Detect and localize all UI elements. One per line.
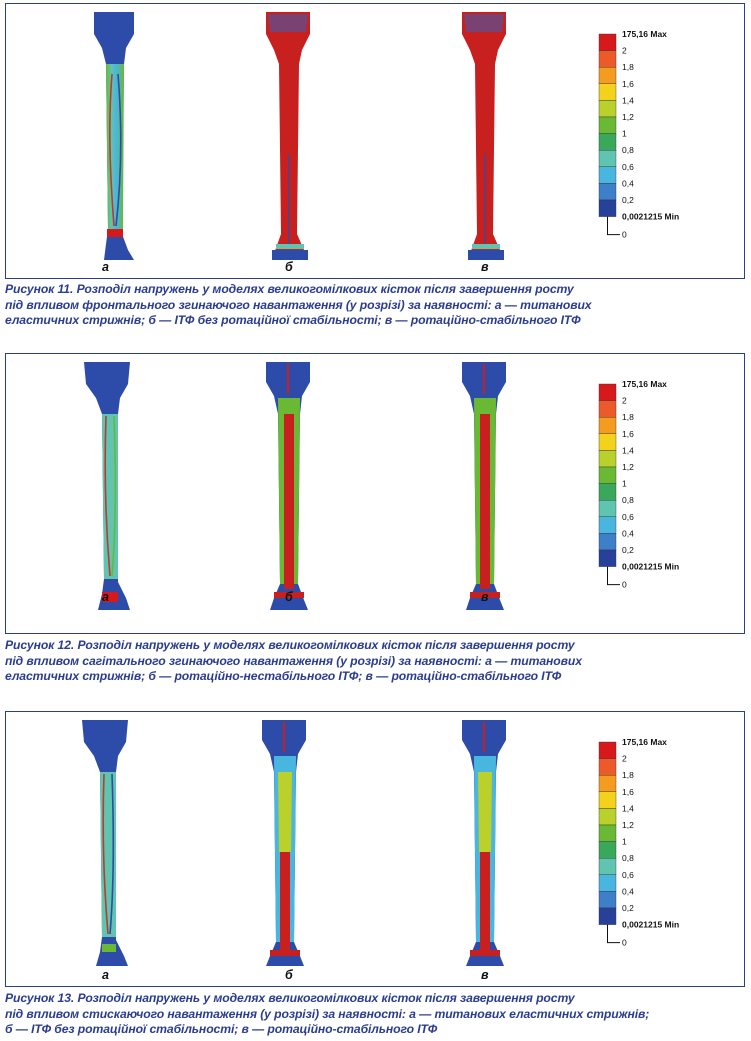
label-a: а <box>102 260 109 274</box>
legend-swatch <box>599 84 616 101</box>
legend-swatch <box>599 183 616 200</box>
bone-models-illustration <box>6 4 746 280</box>
legend-zero-label: 0 <box>622 579 627 590</box>
legend-tick-label: 0,8 <box>622 495 634 506</box>
legend-tick-label: 0,4 <box>622 528 634 539</box>
bone-model-c <box>462 720 506 966</box>
stress-legend <box>599 737 679 948</box>
label-c: в <box>481 590 489 604</box>
legend-tick-label: 1 <box>622 836 627 847</box>
legend-tick-label: 0,4 <box>622 178 634 189</box>
legend-swatch <box>599 167 616 184</box>
legend-max-label: 175,16 Max <box>622 737 667 747</box>
bone-model-c <box>462 362 506 610</box>
label-b: б <box>285 590 293 604</box>
legend-swatch <box>599 875 616 892</box>
legend-zero-marker <box>608 567 621 585</box>
legend-swatch <box>599 134 616 151</box>
legend-tick-label: 2 <box>622 753 627 764</box>
legend-swatch <box>599 808 616 825</box>
legend-tick-label: 1,2 <box>622 820 634 830</box>
caption-line-1: Розподіл напружень у моделях великогомілкових кісток після завершення росту <box>74 638 575 652</box>
legend-swatch <box>599 742 616 759</box>
legend-swatch <box>599 792 616 809</box>
legend-min-label: 0,0021215 Min <box>622 211 680 222</box>
caption-line-2: під впливом фронтального згинаючого навантаження (у розрізі) за наявності: а — титанових <box>5 297 592 312</box>
legend-min-label: 0,0021215 Min <box>622 919 680 930</box>
legend-swatch <box>599 500 616 517</box>
bone-model-a <box>84 362 130 610</box>
label-a: а <box>102 968 109 982</box>
bone-model-b <box>266 362 310 610</box>
legend-swatch <box>599 484 616 501</box>
label-b: б <box>285 260 293 274</box>
figure-caption <box>5 991 750 1038</box>
stress-legend <box>599 379 679 590</box>
label-c: в <box>481 968 489 982</box>
legend-min-label: 0,0021215 Min <box>622 561 680 572</box>
caption-line-2: під впливом сагітального згинаючого навантаження (у розрізі) за наявності: а — титанових <box>5 653 582 668</box>
legend-swatch <box>599 200 616 217</box>
legend-tick-label: 1,8 <box>622 770 634 781</box>
legend-tick-label: 1,2 <box>622 462 634 472</box>
legend-swatch <box>599 150 616 167</box>
legend-tick-label: 0,8 <box>622 853 634 864</box>
figure-panel <box>5 711 745 987</box>
legend-swatch <box>599 34 616 51</box>
caption-line-3: еластичних стрижнів; б — ІТФ без ротаційної стабільності; в — ротаційно-стабільного ІТФ <box>5 313 581 327</box>
legend-swatch <box>599 67 616 84</box>
legend-swatch <box>599 467 616 484</box>
legend-tick-label: 1 <box>622 128 627 139</box>
legend-swatch <box>599 117 616 134</box>
legend-swatch <box>599 51 616 68</box>
legend-swatch <box>599 550 616 567</box>
legend-tick-label: 1,8 <box>622 412 634 423</box>
bone-models-illustration <box>6 354 746 635</box>
bone-model-b <box>262 720 306 966</box>
legend-tick-label: 2 <box>622 45 627 56</box>
bone-model-b <box>266 12 310 260</box>
stress-legend <box>599 29 679 240</box>
caption-prefix: Рисунок 12. <box>5 638 75 652</box>
legend-tick-label: 1 <box>622 478 627 489</box>
legend-tick-label: 1,6 <box>622 786 634 797</box>
caption-line-1: Розподіл напружень у моделях великогомілкових кісток після завершення росту <box>74 991 575 1005</box>
label-c: в <box>481 260 489 274</box>
legend-zero-label: 0 <box>622 937 627 948</box>
legend-max-label: 175,16 Max <box>622 29 667 39</box>
legend-tick-label: 1,6 <box>622 428 634 439</box>
legend-tick-label: 1,2 <box>622 112 634 122</box>
legend-tick-label: 1,4 <box>622 95 634 106</box>
caption-line-1: Розподіл напружень у моделях великогомілкових кісток після завершення росту <box>73 282 574 296</box>
legend-swatch <box>599 517 616 534</box>
figure-caption <box>5 638 750 685</box>
legend-swatch <box>599 450 616 467</box>
legend-zero-marker <box>608 217 621 235</box>
legend-swatch <box>599 759 616 776</box>
figure-panel <box>5 353 745 634</box>
legend-swatch <box>599 100 616 117</box>
caption-prefix: Рисунок 13. <box>5 991 75 1005</box>
legend-swatch <box>599 401 616 418</box>
legend-tick-label: 0,2 <box>622 903 634 913</box>
caption-line-2: під впливом стискаючого навантаження (у розрізі) за наявності: а — титанових еластичних стрижнів; <box>5 1006 650 1021</box>
caption-line-3: еластичних стрижнів; б — ротаційно-нестабільного ІТФ; в — ротаційно-стабільного ІТФ <box>5 669 562 683</box>
legend-swatch <box>599 891 616 908</box>
legend-tick-label: 0,2 <box>622 195 634 205</box>
legend-zero-marker <box>608 925 621 943</box>
legend-swatch <box>599 417 616 434</box>
label-a: а <box>102 590 109 604</box>
legend-tick-label: 1,4 <box>622 803 634 814</box>
legend-tick-label: 0,4 <box>622 886 634 897</box>
legend-tick-label: 1,6 <box>622 78 634 89</box>
legend-swatch <box>599 434 616 451</box>
legend-swatch <box>599 825 616 842</box>
figure-panel <box>5 3 745 279</box>
legend-tick-label: 0,6 <box>622 869 634 880</box>
legend-swatch <box>599 533 616 550</box>
legend-tick-label: 0,2 <box>622 545 634 555</box>
legend-swatch <box>599 384 616 401</box>
caption-line-3: б — ІТФ без ротаційної стабільності; в — ротаційно-стабільного ІТФ <box>5 1022 438 1036</box>
bone-model-c <box>462 12 506 260</box>
legend-tick-label: 1,8 <box>622 62 634 73</box>
legend-max-label: 175,16 Max <box>622 379 667 389</box>
legend-tick-label: 0,8 <box>622 145 634 156</box>
legend-tick-label: 0,6 <box>622 511 634 522</box>
caption-prefix: Рисунок 11. <box>5 282 74 296</box>
legend-swatch <box>599 858 616 875</box>
legend-zero-label: 0 <box>622 229 627 240</box>
bone-models-illustration <box>6 712 746 988</box>
legend-tick-label: 0,6 <box>622 161 634 172</box>
legend-swatch <box>599 908 616 925</box>
bone-model-a <box>82 720 128 966</box>
bone-model-a <box>94 12 134 260</box>
figure-caption <box>5 282 750 329</box>
label-b: б <box>285 968 293 982</box>
legend-tick-label: 2 <box>622 395 627 406</box>
legend-swatch <box>599 842 616 859</box>
legend-swatch <box>599 775 616 792</box>
legend-tick-label: 1,4 <box>622 445 634 456</box>
